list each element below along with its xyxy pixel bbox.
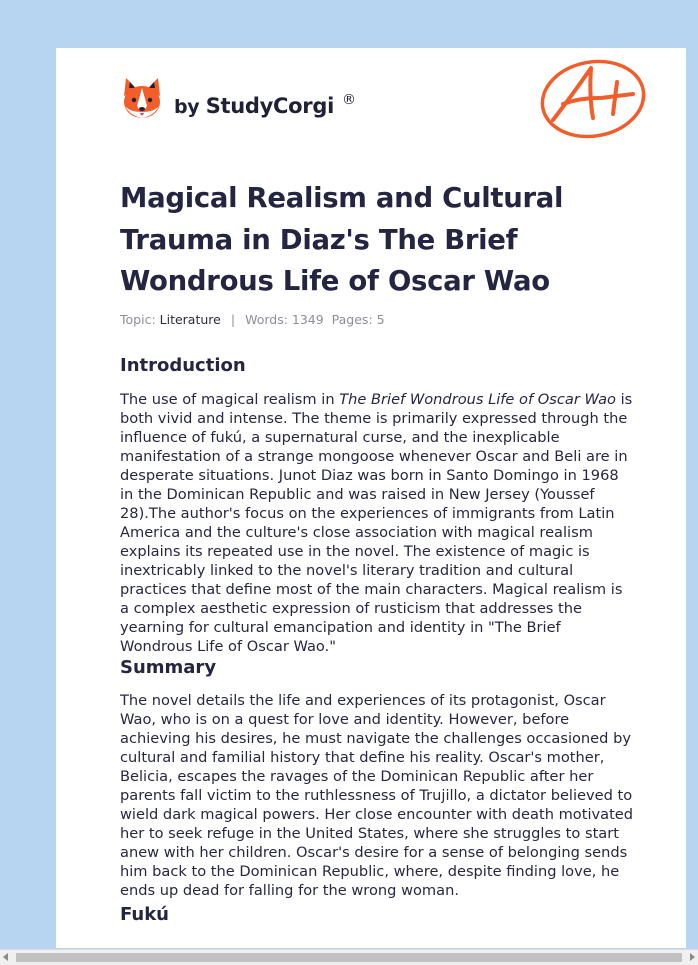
document-body: [120, 354, 634, 927]
scroll-right-arrow-icon[interactable]: [690, 953, 695, 961]
registered-mark: ®: [342, 92, 356, 108]
brand-wordmark: by StudyCorgi: [174, 94, 334, 118]
document-title: Magical Realism and Cultural Trauma in Diaz's The Brief Wondrous Life of Oscar Wao: [120, 182, 564, 297]
section-heading-summary: Summary: [120, 657, 217, 678]
meta-separator: |: [230, 312, 236, 327]
topic-label: Topic:: [120, 312, 156, 327]
page-count: Pages: 5: [331, 312, 385, 327]
horizontal-scrollbar[interactable]: [0, 949, 698, 965]
scroll-left-arrow-icon[interactable]: [3, 953, 8, 961]
topic-link[interactable]: Literature: [159, 312, 221, 327]
scrollbar-thumb[interactable]: [16, 953, 682, 962]
word-count: Words: 1349: [245, 312, 324, 327]
introduction-paragraph: The use of magical realism in The Brief Wondrous Life of Oscar Wao is both vivid and intense. The theme is primarily expressed through the influence of fukú, a supernatural curse, and the inexplicable manifestation of a strange mongoose whenever Oscar and Beli are in desperate situations. Junot Diaz was born in Santo Domingo in 1968 in the Dominican Republic and was raised in New Jersey (Youssef 28).The author's focus on the experiences of immigrants from Latin America and the culture's close association with magical realism explains its repeated use in the novel. The existence of magic is inextricably linked to the novel's literary tradition and cultural practices that define most of the main characters. Magical realism is a complex aesthetic expression of rusticism that addresses the yearning for cultural emancipation and identity in "The Brief Wondrous Life of Oscar Wao.": [120, 391, 633, 655]
grade-a-plus-icon: [539, 58, 651, 142]
document-page: [56, 48, 686, 948]
document-meta: [120, 312, 385, 327]
section-heading-fuku: Fukú: [120, 904, 169, 925]
section-heading-introduction: Introduction: [120, 355, 246, 376]
summary-paragraph: The novel details the life and experiences of its protagonist, Oscar Wao, who is on a quest for love and identity. However, before achieving his desires, he must navigate the challenges occasioned by cultural and familial history that define his reality. Oscar's mother, Belicia, escapes the ravages of the Dominican Republic after her parents fall victim to the ruthlessness of Trujillo, a dictator believed to wield dark magical powers. Her close encounter with death motivated her to seek refuge in the United States, where she struggles to start anew with her children. Oscar's desire for a sense of belonging sends him back to the Dominican Republic, where, despite finding love, he ends up dead for falling for the wrong woman.: [120, 692, 634, 899]
